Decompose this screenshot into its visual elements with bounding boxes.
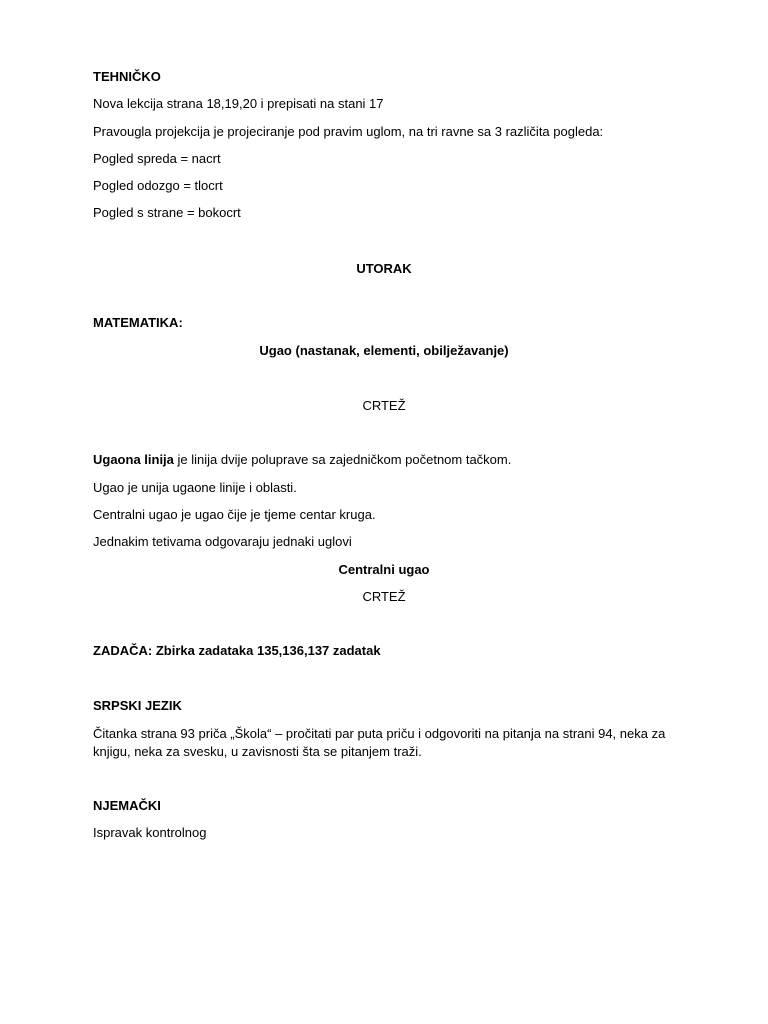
section-heading-tehnicko: TEHNIČKO [93, 69, 161, 84]
day-heading: UTORAK [356, 261, 412, 276]
tehnicko-line-4: Pogled odozgo = tlocrt [93, 178, 223, 193]
section-heading-srpski: SRPSKI JEZIK [93, 698, 182, 713]
drawing-placeholder-1: CRTEŽ [362, 398, 406, 413]
drawing-placeholder-2: CRTEŽ [362, 589, 406, 604]
matematika-line-2: Ugao je unija ugaone linije i oblasti. [93, 480, 297, 495]
matematika-line-3: Centralni ugao je ugao čije je tjeme centar kruga. [93, 507, 376, 522]
tehnicko-line-5: Pogled s strane = bokocrt [93, 205, 241, 220]
definition-text: je linija dvije poluprave sa zajedničkom početnom tačkom. [173, 452, 512, 467]
srpski-text: Čitanka strana 93 priča „Škola“ – pročitati par puta priču i odgovoriti na pitanja na strani 94, neka za knjigu, neka za svesku, u zavisnosti šta se pitanjem traži. [93, 726, 666, 759]
matematika-line-4: Jednakim tetivama odgovaraju jednaki uglovi [93, 534, 352, 549]
matematika-subheading: Centralni ugao [338, 562, 430, 577]
tehnicko-line-1: Nova lekcija strana 18,19,20 i prepisati na stani 17 [93, 96, 384, 111]
definition-term: Ugaona linija [93, 452, 174, 467]
tehnicko-line-3: Pogled spreda = nacrt [93, 151, 221, 166]
homework-line: ZADAČA: Zbirka zadataka 135,136,137 zadatak [93, 643, 381, 658]
njemacki-text: Ispravak kontrolnog [93, 825, 207, 840]
definition-line [93, 451, 511, 469]
section-heading-matematika: MATEMATIKA: [93, 315, 183, 330]
section-heading-njemacki: NJEMAČKI [93, 798, 161, 813]
matematika-topic: Ugao (nastanak, elementi, obilježavanje) [259, 343, 509, 358]
tehnicko-line-2: Pravougla projekcija je projeciranje pod pravim uglom, na tri ravne sa 3 različita pogleda: [93, 124, 604, 139]
